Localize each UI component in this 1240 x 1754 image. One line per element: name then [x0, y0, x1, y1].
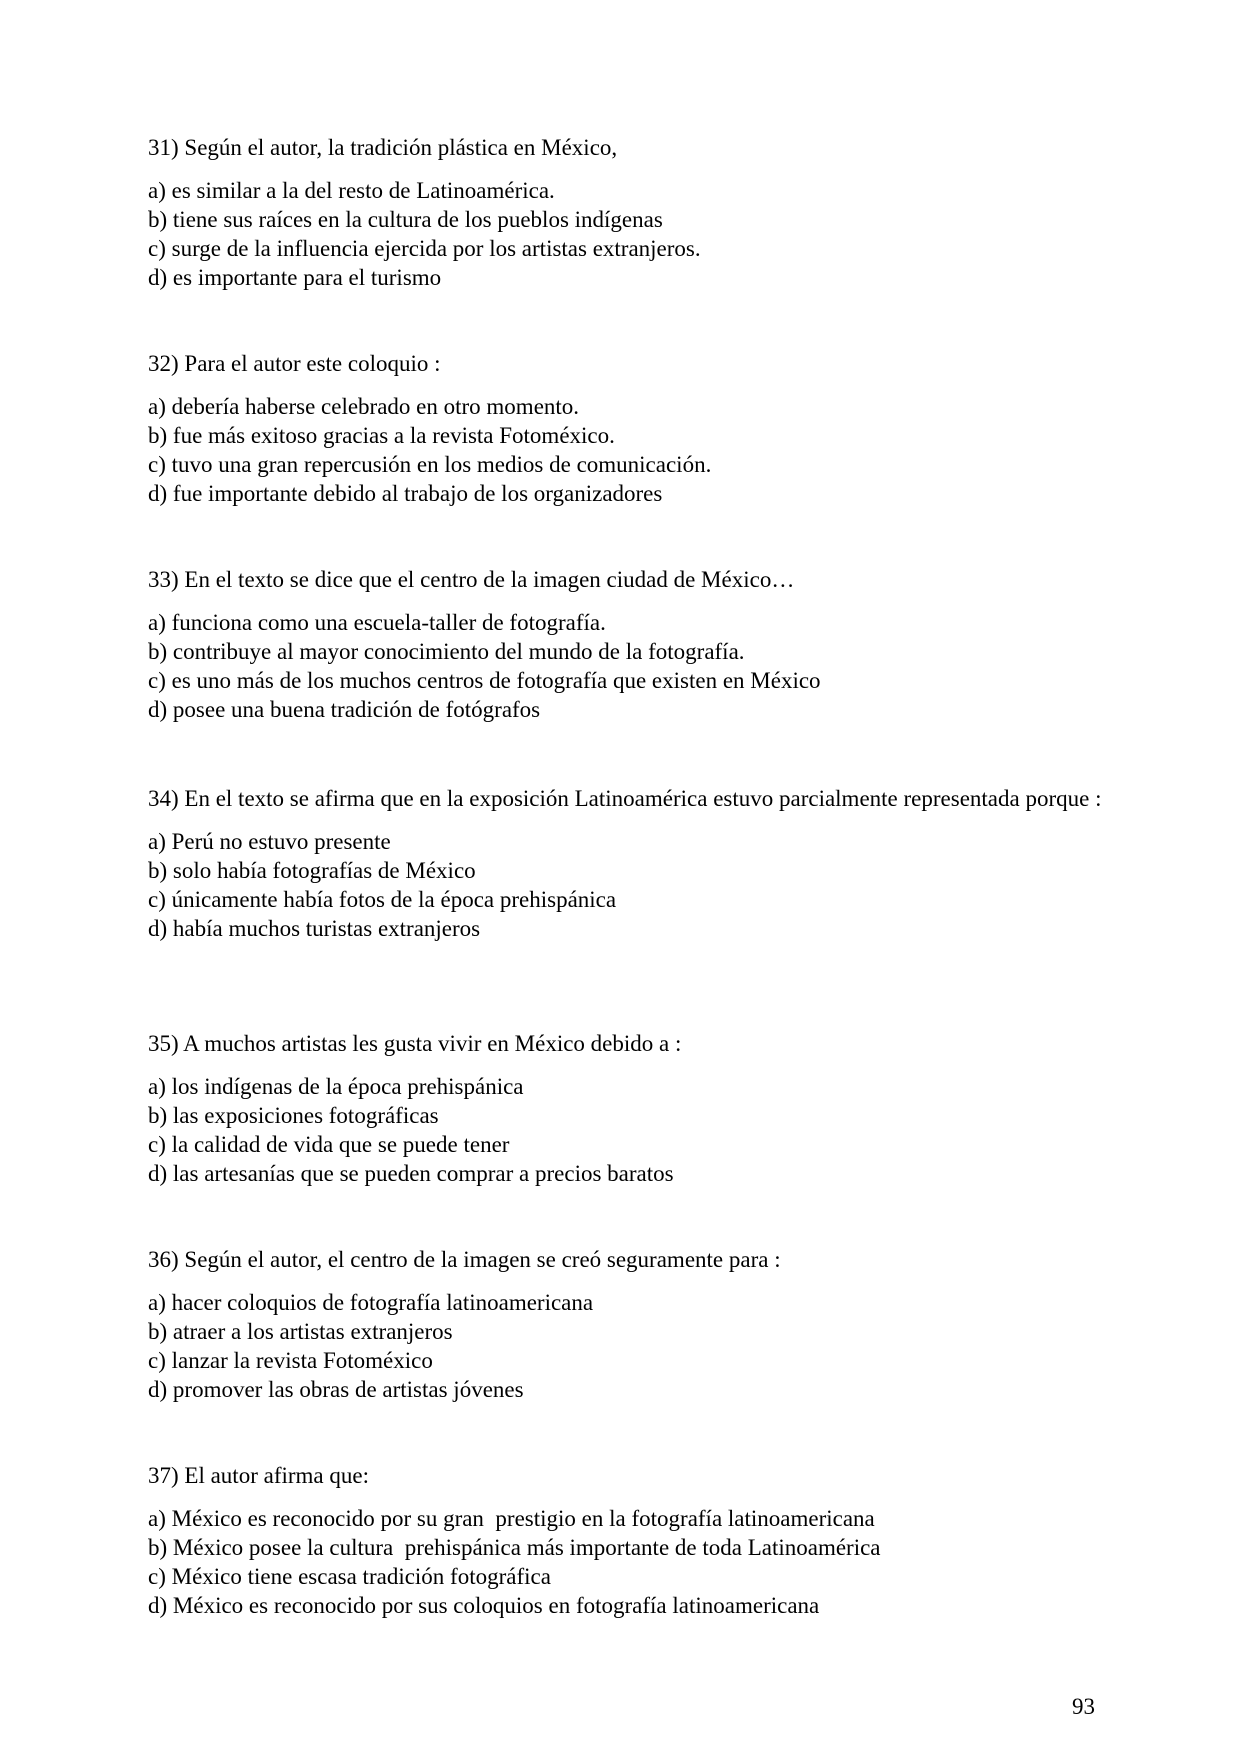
- option-a: a) funciona como una escuela-taller de fotografía.: [148, 610, 606, 635]
- option-d: d) es importante para el turismo: [148, 265, 442, 290]
- option-d: d) las artesanías que se pueden comprar a precios baratos: [148, 1161, 674, 1186]
- option-b: b) solo había fotografías de México: [148, 858, 476, 883]
- options-list: [148, 176, 1108, 292]
- question-stem: 33) En el texto se dice que el centro de la imagen ciudad de México…: [148, 567, 795, 592]
- question-stem: 36) Según el autor, el centro de la imagen se creó seguramente para :: [148, 1247, 781, 1272]
- option-d: d) promover las obras de artistas jóvenes: [148, 1377, 524, 1402]
- option-c: c) lanzar la revista Fotoméxico: [148, 1348, 433, 1373]
- option-b: b) tiene sus raíces en la cultura de los pueblos indígenas: [148, 207, 663, 232]
- question-stem: 31) Según el autor, la tradición plástica en México,: [148, 135, 618, 160]
- option-b: b) contribuye al mayor conocimiento del mundo de la fotografía.: [148, 639, 745, 664]
- question-31: [148, 133, 1108, 292]
- option-b: b) atraer a los artistas extranjeros: [148, 1319, 453, 1344]
- option-a: a) los indígenas de la época prehispánica: [148, 1074, 524, 1099]
- option-b: b) fue más exitoso gracias a la revista Fotoméxico.: [148, 423, 615, 448]
- question-stem: 34) En el texto se afirma que en la exposición Latinoamérica estuvo parcialmente representada porque :: [148, 786, 1102, 811]
- question-37: [148, 1461, 1108, 1620]
- option-a: a) hacer coloquios de fotografía latinoamericana: [148, 1290, 594, 1315]
- question-stem: 37) El autor afirma que:: [148, 1463, 369, 1488]
- options-list: [148, 827, 1108, 943]
- option-c: c) México tiene escasa tradición fotográfica: [148, 1564, 551, 1589]
- option-a: a) Perú no estuvo presente: [148, 829, 391, 854]
- question-32: [148, 349, 1108, 508]
- question-34: [148, 784, 1108, 943]
- option-c: c) surge de la influencia ejercida por los artistas extranjeros.: [148, 236, 701, 261]
- options-list: [148, 1288, 1108, 1404]
- question-stem: 35) A muchos artistas les gusta vivir en México debido a :: [148, 1031, 682, 1056]
- option-c: c) la calidad de vida que se puede tener: [148, 1132, 510, 1157]
- option-c: c) únicamente había fotos de la época prehispánica: [148, 887, 617, 912]
- option-d: d) México es reconocido por sus coloquios en fotografía latinoamericana: [148, 1593, 820, 1618]
- option-d: d) había muchos turistas extranjeros: [148, 916, 481, 941]
- question-33: [148, 565, 1108, 724]
- option-b: b) México posee la cultura prehispánica más importante de toda Latinoamérica: [148, 1535, 881, 1560]
- option-a: a) México es reconocido por su gran prestigio en la fotografía latinoamericana: [148, 1506, 875, 1531]
- options-list: [148, 1072, 1108, 1188]
- option-c: c) es uno más de los muchos centros de fotografía que existen en México: [148, 668, 821, 693]
- question-35: [148, 1029, 1108, 1188]
- options-list: [148, 1504, 1108, 1620]
- option-b: b) las exposiciones fotográficas: [148, 1103, 439, 1128]
- options-list: [148, 392, 1108, 508]
- page-number: 93: [1072, 1694, 1095, 1719]
- question-36: [148, 1245, 1108, 1404]
- option-d: d) fue importante debido al trabajo de los organizadores: [148, 481, 663, 506]
- options-list: [148, 608, 1108, 724]
- option-a: a) debería haberse celebrado en otro momento.: [148, 394, 580, 419]
- question-stem: 32) Para el autor este coloquio :: [148, 351, 441, 376]
- option-d: d) posee una buena tradición de fotógrafos: [148, 697, 541, 722]
- option-c: c) tuvo una gran repercusión en los medios de comunicación.: [148, 452, 712, 477]
- option-a: a) es similar a la del resto de Latinoamérica.: [148, 178, 555, 203]
